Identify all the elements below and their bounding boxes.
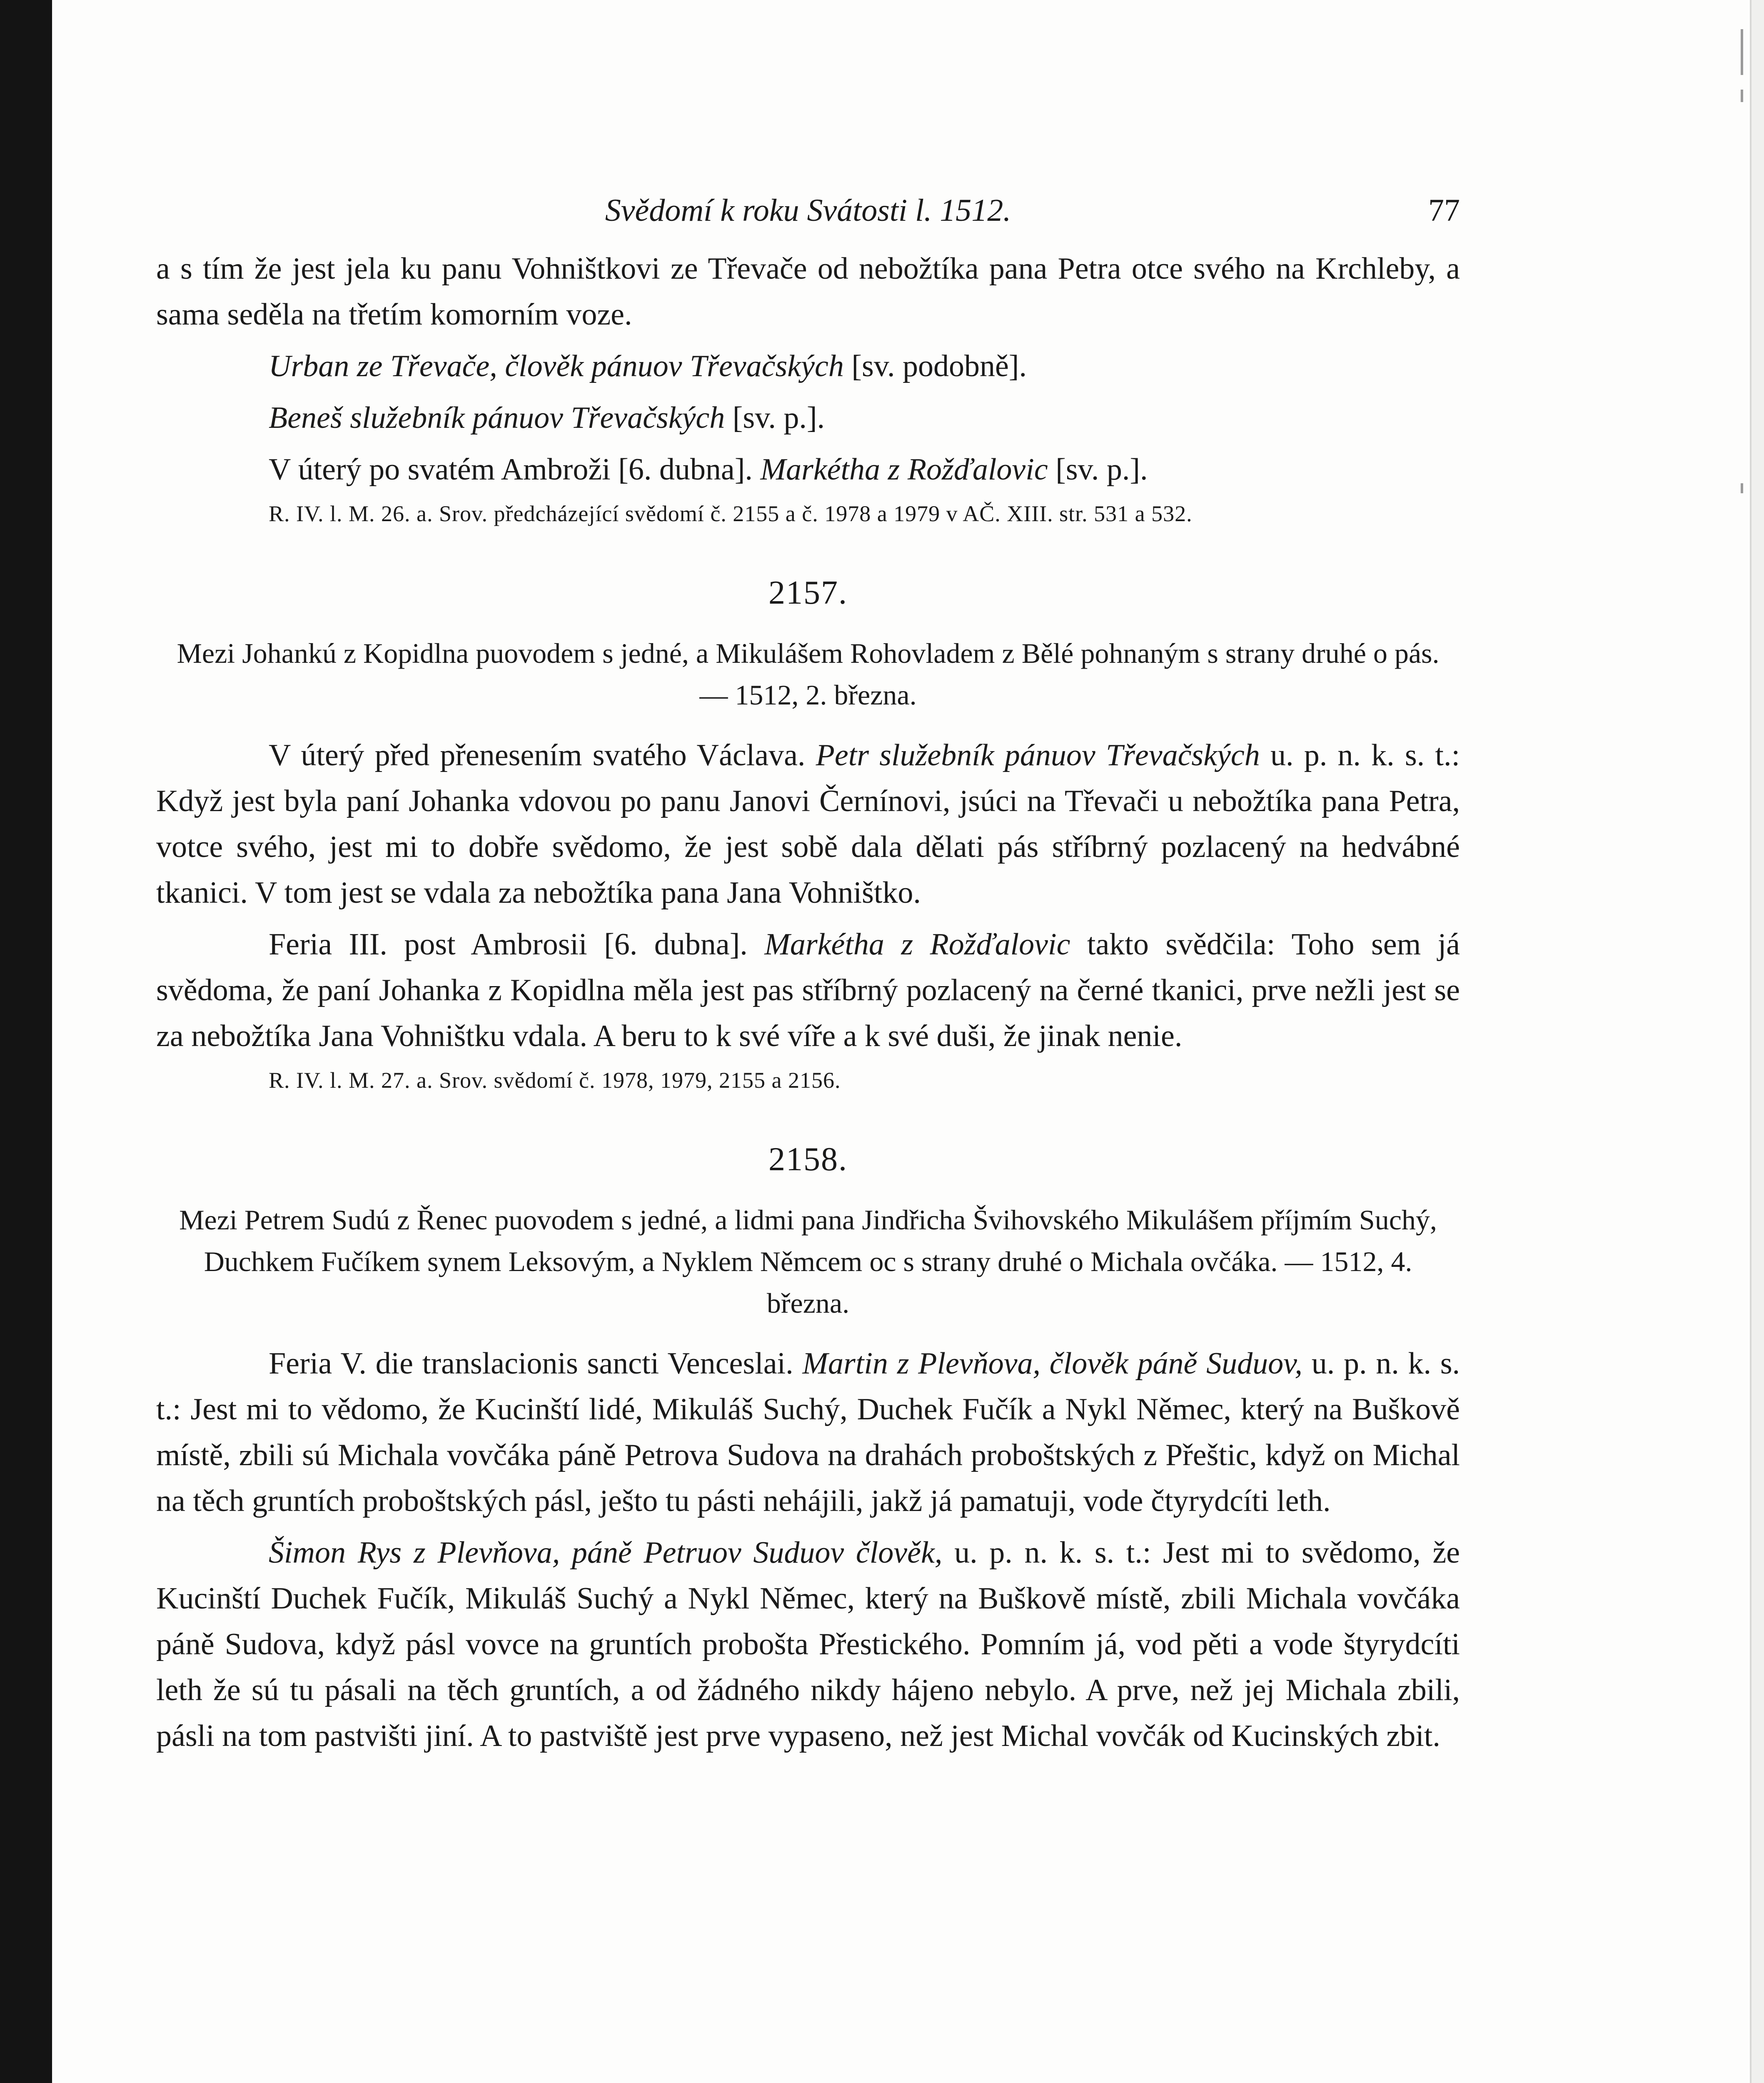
- scan-edge-mark: [1741, 90, 1743, 102]
- page-body: [156, 187, 1460, 1759]
- scan-right-edge: [1750, 0, 1764, 2083]
- testimony-paragraph: [156, 922, 1460, 1059]
- testimony-date: Feria V. die translacionis sancti Venceslai.: [269, 1346, 793, 1381]
- witness-date: V úterý po svatém Ambroži [6. dubna].: [269, 452, 753, 487]
- witness-name: Petr služebník pánuov Třevačských: [816, 738, 1260, 772]
- running-title: Svědomí k roku Svátosti l. 1512.: [605, 193, 1011, 228]
- entry-number: 2158.: [768, 1141, 848, 1178]
- witness-name: Martin z Plevňova, člověk páně Suduov,: [802, 1346, 1302, 1381]
- entry-number: 2157.: [768, 574, 848, 611]
- source-reference: R. IV. l. M. 27. a. Srov. svědomí č. 1978, 1979, 2155 a 2156.: [269, 1068, 841, 1093]
- running-head: [156, 187, 1460, 237]
- witness-note: [sv. p.].: [1055, 452, 1148, 487]
- witness-name: Šimon Rys z Plevňova, páně Petruov Suduov člověk,: [269, 1536, 943, 1570]
- scan-edge-mark: [1741, 483, 1743, 493]
- entry-regest: Mezi Johankú z Kopidlna puovodem s jedné, a Mikulášem Rohovladem z Bělé pohnaným s strany druhé o pás. — 1512, 2. března.: [177, 637, 1440, 711]
- witness-name: Urban ze Třevače, člověk pánuov Třevačských: [269, 349, 844, 383]
- testimony-text: u. p. n. k. s. t.: Když jest byla paní Johanka vdovou po panu Janovi Černínovi, jsúci na Třevači u nebožtíka pana Petra, votce svého, jest mi to dobře svědomo, že jest sobě dala dělati pás stříbrný pozlacený na hedvábné tkanici. V tom jest se vdala za nebožtíka pana Jana Vohništko.: [156, 738, 1460, 910]
- testimony-paragraph: [156, 732, 1460, 916]
- witness-note: [sv. podobně].: [851, 349, 1027, 383]
- scan-left-border: [0, 0, 52, 2083]
- witness-line: [156, 343, 1460, 389]
- entry-regest: Mezi Petrem Sudú z Řenec puovodem s jedné, a lidmi pana Jindřicha Švihovského Mikulášem příjmím Suchý, Duchkem Fučíkem synem Leksovým, a Nyklem Němcem oc s strany druhé o Michala ovčáka. — 1512, 4. března.: [179, 1204, 1437, 1319]
- testimony-date: V úterý před přenesením svatého Václava.: [269, 738, 806, 772]
- scan-edge-mark: [1741, 29, 1743, 75]
- testimony-paragraph: [156, 1530, 1460, 1759]
- testimony-date: Feria III. post Ambrosii [6. dubna].: [269, 927, 748, 962]
- witness-name: Markétha z Rožďalovic: [760, 452, 1048, 487]
- testimony-text: u. p. n. k. s. t.: Jest mi to vědomo, že Kucinští lidé, Mikuláš Suchý, Duchek Fučík a Nykl Němec, který na Buškově místě, zbili sú Michala vovčáka páně Petrova Sudova na drahách proboštských z Přeštic, když on Michal na těch gruntích proboštských pásl, ješto tu pásti nehájili, jakž já pamatuji, vode čtyrydcíti leth.: [156, 1346, 1460, 1518]
- witness-line: [156, 395, 1460, 441]
- witness-name: Markétha z Rožďalovic: [764, 927, 1070, 962]
- testimony-text: u. p. n. k. s. t.: Jest mi to svědomo, že Kucinští Duchek Fučík, Mikuláš Suchý a Nykl Němec, který na Buškově místě, zbili Michala vovčáka páně Sudova, když pásl vovce na gruntích probošta Přestického. Pomním já, vod pěti a vode štyrydcíti leth že sú tu pásali na těch gruntích, a od žádného nikdy hájeno nebylo. A prve, než jej Michala zbili, pásli na tom pastvišti jiní. A to pastviště jest prve vypaseno, než jest Michal vovčák od Kucinských zbit.: [156, 1536, 1460, 1753]
- testimony-text: takto svědčila: Toho sem já svědoma, že paní Johanka z Kopidlna měla jest pas stříbrný pozlacený na černé tkanici, prve nežli jest se za nebožtíka Jana Vohništku vdala. A beru to k své víře a k své duši, že jinak nenie.: [156, 927, 1460, 1053]
- testimony-paragraph: [156, 1341, 1460, 1524]
- witness-name: Beneš služebník pánuov Třevačských: [269, 401, 725, 435]
- page-number: 77: [1428, 193, 1460, 228]
- witness-note: [sv. p.].: [732, 401, 825, 435]
- continuation-paragraph: a s tím že jest jela ku panu Vohništkovi ze Třevače od nebožtíka pana Petra otce svého na Krchleby, a sama seděla na třetím komorním voze.: [156, 252, 1460, 332]
- witness-line: [156, 447, 1460, 492]
- source-reference: R. IV. l. M. 26. a. Srov. předcházející svědomí č. 2155 a č. 1978 a 1979 v AČ. XIII. str. 531 a 532.: [269, 501, 1193, 526]
